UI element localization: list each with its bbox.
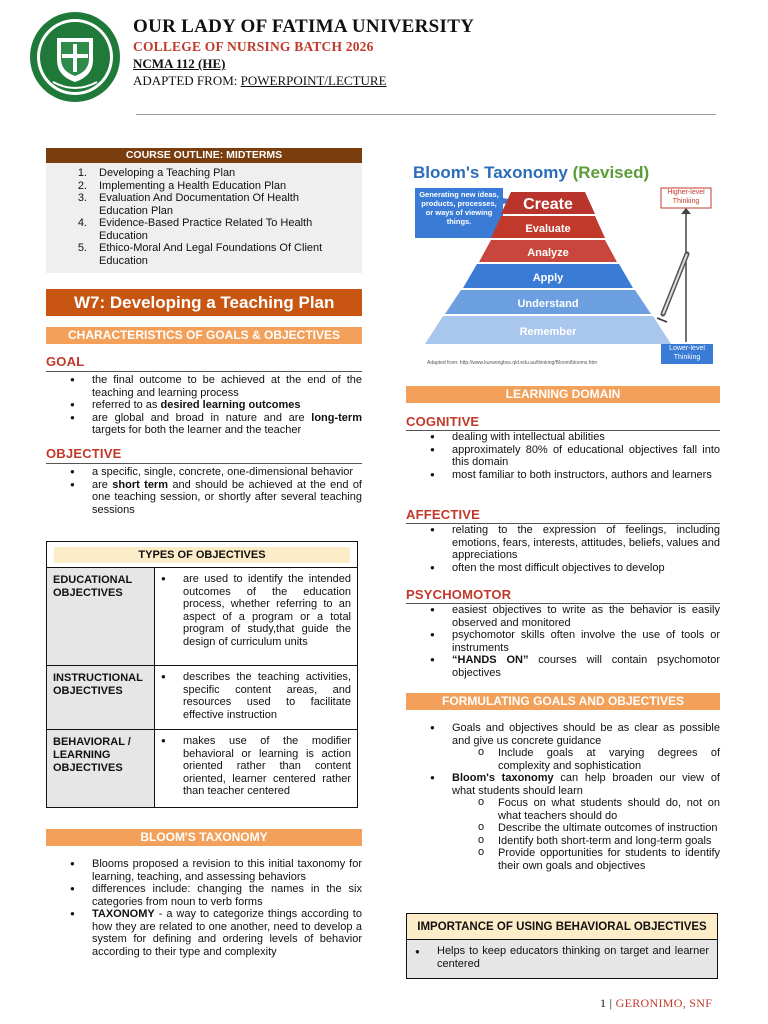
affective-list (406, 524, 720, 574)
item-text: Evidence-Based Practice Related To Health Education (99, 217, 313, 242)
list-item: ● dealing with intellectual abilities (406, 431, 720, 444)
university-seal-logo (24, 10, 126, 104)
list-item (46, 412, 362, 437)
formulating-sublist (406, 797, 720, 872)
table-row (47, 729, 357, 807)
list-item: ● differences include: changing the names in the six categories from noun to verb forms (46, 883, 362, 908)
higher-thinking-label: Higher-level Thinking (667, 189, 705, 205)
list-item: ● Helps to keep educators thinking on target and learner centered (407, 945, 709, 971)
goal-section (46, 354, 362, 437)
item-text: Developing a Teaching Plan (99, 167, 236, 179)
item-number: 5. (77, 242, 87, 254)
text: are global and broad in nature and are (92, 411, 312, 424)
list-item: ● easiest objectives to write as the behavior is easily observed and monitored (406, 604, 720, 629)
text: and should be achieved at the end of one teaching session, or shortly after several teaching sessions (92, 478, 362, 516)
formulating-section (406, 722, 720, 872)
emphasis: long-term (311, 411, 362, 424)
emphasis: TAXONOMY (92, 908, 155, 920)
objective-section (46, 446, 362, 516)
psychomotor-section (406, 587, 720, 679)
cognitive-heading: COGNITIVE (406, 414, 480, 429)
page-number: 1 (600, 996, 607, 1010)
blooms-pyramid-figure (405, 154, 717, 370)
cell-text: ● describes the teaching activities, specific content areas, and resources used to facilitate effective instruction (155, 671, 351, 721)
list-item (46, 908, 362, 958)
formulating-section-title: FORMULATING GOALS AND OBJECTIVES (406, 693, 720, 710)
list-item: ● a specific, single, concrete, one-dimensional behavior (46, 466, 362, 479)
lower-thinking-label: Lower-level Thinking (669, 345, 705, 361)
psychomotor-heading: PSYCHOMOTOR (406, 587, 512, 602)
sub-list-item: o Provide opportunities for students to identify their own goals and objectives (406, 847, 720, 872)
university-name: OUR LADY OF FATIMA UNIVERSITY (133, 16, 475, 37)
list-item (46, 180, 362, 193)
emphasis: “HANDS ON” (452, 654, 529, 666)
importance-box (406, 913, 718, 979)
divider (46, 371, 362, 372)
blooms-list (46, 858, 362, 958)
item-text: Ethico-Moral And Legal Foundations Of Client Education (99, 242, 323, 267)
emphasis: Bloom's taxonomy (452, 772, 554, 784)
emphasis: desired learning outcomes (160, 399, 301, 411)
text: targets for both the learner and the teacher (92, 424, 302, 436)
importance-title: IMPORTANCE OF USING BEHAVIORAL OBJECTIVES (407, 914, 717, 940)
row-label: INSTRUCTIONAL OBJECTIVES (47, 666, 155, 729)
list-item: ● approximately 80% of educational objectives fall into this domain (406, 444, 720, 469)
level-label: Create (523, 196, 573, 213)
row-label: BEHAVIORAL / LEARNING OBJECTIVES (47, 730, 155, 807)
list-item (46, 192, 362, 217)
row-label: EDUCATIONAL OBJECTIVES (47, 568, 155, 665)
list-item (406, 772, 720, 797)
cell-text: ● are used to identify the intended outcomes of the education process, whether referring to an aspect of a program or a total program of study,that guide the design of curriculum units (155, 573, 351, 648)
row-description (155, 666, 357, 729)
page-footer (600, 996, 712, 1011)
affective-section (406, 507, 720, 574)
sub-list-item: o Identify both short-term and long-term goals (406, 835, 720, 848)
cognitive-section (406, 414, 720, 481)
list-item: ● often the most difficult objectives to develop (406, 562, 720, 575)
learning-domain-section-title: LEARNING DOMAIN (406, 386, 720, 403)
table-row (47, 567, 357, 665)
list-item: ● the final outcome to be achieved at the end of the teaching and learning process (46, 374, 362, 399)
figure-title: Bloom's Taxonomy (Revised) (413, 163, 650, 182)
level-label: Apply (532, 272, 564, 284)
week-title-banner: W7: Developing a Teaching Plan (46, 289, 362, 316)
adapted-source: POWERPOINT/LECTURE (240, 73, 387, 88)
level-label: Evaluate (525, 223, 571, 235)
level-label: Analyze (527, 247, 569, 259)
adapted-from (133, 72, 474, 89)
list-item: ● Goals and objectives should be as clear as possible and give us concrete guidance (406, 722, 720, 747)
item-text: Evaluation And Documentation Of Health Education Plan (99, 192, 299, 217)
text: courses will contain psychomotor objectives (452, 654, 720, 679)
cell-text: ● makes use of the modifier behavioral or learning is action oriented rather than content oriented, learner centered rather than teacher centered (155, 735, 351, 798)
item-text: Implementing a Health Education Plan (99, 179, 287, 192)
figure-credit: Adapted from: http://www.kurwongbss.qld.edu.au/thinking/Bloom/blooms.htm (427, 360, 598, 366)
list-item: ● Blooms proposed a revision to this initial taxonomy for learning, teaching, and assessing behaviors (46, 858, 362, 883)
author-name: GERONIMO, SNF (615, 996, 713, 1010)
item-number: 3. (77, 192, 87, 204)
item-number: 4. (77, 217, 87, 229)
sub-list-item: o Focus on what students should do, not on what teachers should do (406, 797, 720, 822)
list-item (46, 479, 362, 517)
course-outline-box (46, 148, 362, 273)
goal-list (46, 374, 362, 437)
sub-list-item: o Describe the ultimate outcomes of instruction (406, 822, 720, 835)
pencil-icon (657, 254, 687, 322)
text: - a way to categorize things according to how they are related to one another, need to develop a system for defining and ordering levels of behavior according to their type and complexity (92, 908, 362, 958)
row-description (155, 730, 357, 807)
level-label: Remember (519, 326, 577, 338)
psychomotor-list (406, 604, 720, 679)
adapted-prefix: ADAPTED FROM: (133, 73, 241, 88)
list-item (406, 654, 720, 679)
objective-list (46, 466, 362, 516)
table-header (47, 542, 357, 567)
emphasis: short term (112, 478, 168, 491)
blooms-taxonomy-section-title: BLOOM'S TAXONOMY (46, 829, 362, 846)
divider (46, 463, 362, 464)
footer-separator: | (609, 996, 613, 1010)
list-item (46, 242, 362, 267)
list-item: ● psychomotor skills often involve the use of tools or instruments (406, 629, 720, 654)
course-code: NCMA 112 (HE) (133, 56, 226, 71)
list-item (46, 217, 362, 242)
text: are (92, 478, 113, 491)
list-item (46, 399, 362, 412)
list-item: ● most familiar to both instructors, authors and learners (406, 469, 720, 482)
text: referred to as (92, 399, 161, 411)
item-number: 2. (77, 179, 87, 192)
header-divider (136, 114, 716, 115)
objective-heading: OBJECTIVE (46, 446, 122, 461)
goal-heading: GOAL (46, 354, 85, 369)
characteristics-section-title: CHARACTERISTICS OF GOALS & OBJECTIVES (46, 327, 362, 344)
row-description (155, 568, 357, 665)
affective-heading: AFFECTIVE (406, 507, 481, 522)
list-item: ● relating to the expression of feelings, including emotions, fears, interests, attitudes, beliefs, values and appreciations (406, 524, 720, 562)
text: can help broaden our view of what students should learn (452, 772, 720, 797)
course-outline-list (46, 163, 362, 273)
types-of-objectives-table (46, 541, 358, 808)
table-title: TYPES OF OBJECTIVES (54, 547, 350, 563)
callout-text: Generating new ideas, products, processes, or ways of viewing things. (419, 190, 499, 226)
cognitive-list (406, 431, 720, 481)
list-item (46, 167, 362, 180)
formulating-list (406, 722, 720, 747)
sub-list-item: o Include goals at varying degrees of complexity and sophistication (406, 747, 720, 772)
table-row (47, 665, 357, 729)
level-label: Understand (517, 298, 579, 310)
formulating-sublist (406, 747, 720, 772)
formulating-list (406, 772, 720, 797)
course-outline-title: COURSE OUTLINE: MIDTERMS (46, 148, 362, 163)
importance-body (407, 940, 717, 978)
item-number: 1. (77, 167, 87, 179)
college-name: COLLEGE OF NURSING BATCH 2026 (133, 39, 374, 54)
